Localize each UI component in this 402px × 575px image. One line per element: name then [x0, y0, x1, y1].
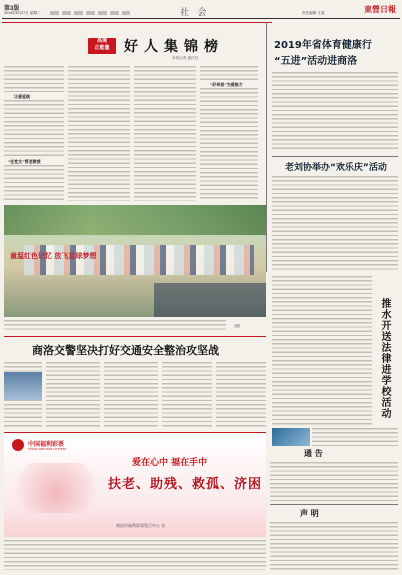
right-small-photo	[272, 428, 310, 446]
feature-col1-text-c	[4, 165, 64, 201]
lottery-illustration	[8, 463, 104, 513]
photo-caption-title: 童温红色记忆 放飞足球梦想	[10, 252, 97, 260]
feature-col1-text-b	[4, 100, 64, 156]
main-small-photo	[4, 372, 42, 400]
lottery-slogan-top: 爱在心中 福在手中	[132, 458, 208, 468]
notice-divider	[270, 504, 398, 505]
feature-top-rule	[2, 22, 272, 23]
feature-sub1: 让爱延续	[14, 94, 30, 99]
main-col2-text	[46, 362, 100, 428]
feature-title: 好人集锦榜	[124, 39, 224, 55]
right-article-divider	[272, 156, 398, 157]
feature-col3-text	[134, 66, 196, 201]
right-article2-text	[272, 176, 398, 272]
statement-text	[270, 522, 398, 570]
right-headline-line1: 2019年省体育健康行	[274, 40, 372, 51]
headline-top-rule	[4, 336, 266, 337]
feature-sub2: “任性女”帮老教授	[8, 159, 41, 164]
main-col4-text	[162, 362, 212, 428]
statement-title: 声 明	[300, 509, 319, 518]
feature-col4-text-a	[200, 66, 258, 80]
feature-sub3: “好邻居”为爱接力	[210, 82, 243, 87]
right-article-text	[272, 72, 398, 152]
feature-col2-text	[68, 66, 130, 201]
notice-title: 通 告	[304, 449, 323, 458]
feature-byline: 本报记者 通讯员	[172, 56, 199, 60]
column-divider	[266, 22, 267, 272]
vertical-headline: 推水开送法律进学校活动	[379, 298, 390, 419]
column-tag-line2: 正能量	[94, 45, 110, 51]
feature-col4-text-b	[200, 88, 258, 201]
editor-line: 责任编辑 王某	[302, 11, 325, 15]
right-bottom-text	[312, 428, 398, 448]
notice-text	[270, 462, 398, 502]
lottery-logo-icon	[12, 439, 24, 451]
main-col3-text	[104, 362, 158, 428]
section-title: 社 会	[180, 7, 210, 17]
lottery-brand-en: CHINA WELFARE LOTTERY	[28, 447, 67, 451]
lottery-footer: 商洛市福利彩票发行中心 宣	[116, 523, 166, 528]
lottery-slogan-main: 扶老、助残、救孤、济困	[108, 477, 263, 492]
photo-goal	[154, 283, 266, 317]
lottery-ad	[4, 432, 266, 537]
main-photo	[4, 205, 266, 317]
main-headline: 商洛交警坚决打好交通安全整治攻坚战	[32, 344, 219, 357]
newspaper-logo: 東營日報	[364, 5, 396, 14]
page-number: 第3版	[4, 6, 20, 12]
photo-trees	[4, 205, 266, 235]
bottom-left-text	[4, 540, 266, 570]
masthead-nav	[50, 11, 130, 15]
main-col5-text	[216, 362, 266, 428]
right-mid-text	[272, 276, 372, 426]
lottery-brand: 中国福利彩票	[28, 441, 65, 448]
column-tag-line1: 高境	[96, 38, 107, 44]
masthead-date: 2019年8月27日 星期二	[4, 11, 41, 15]
column-tag	[88, 38, 116, 54]
masthead-rule	[2, 18, 400, 19]
photo-credit: (摄)	[234, 324, 241, 328]
right-headline-line2: “五进”活动进商洛	[274, 56, 358, 67]
feature-col1-text-a	[4, 66, 64, 92]
photo-caption-text	[4, 320, 226, 330]
right-headline2: 老刘协举办“欢乐庆”活动	[285, 163, 387, 173]
